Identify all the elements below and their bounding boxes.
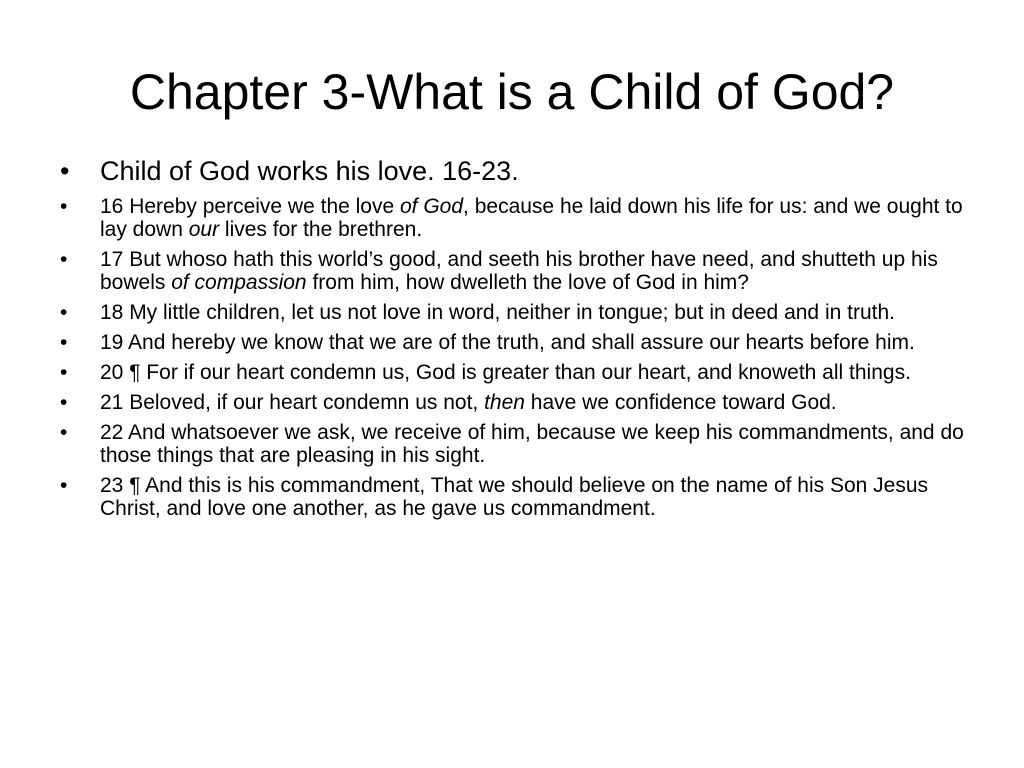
bullet-item — [60, 391, 965, 414]
bullet-icon: • — [60, 248, 68, 271]
bullet-icon: • — [60, 301, 68, 324]
bullet-item — [60, 331, 965, 354]
bullet-text: 18 My little children, let us not love in word, neither in tongue; but in deed and in truth. — [100, 301, 895, 324]
bullet-icon: • — [60, 474, 68, 497]
bullet-item — [60, 361, 965, 384]
bullet-item — [60, 301, 965, 324]
italic-text: then — [484, 391, 525, 414]
bullet-icon: • — [60, 391, 68, 414]
bullet-text: 21 Beloved, if our heart condemn us not, then have we confidence toward God. — [100, 391, 837, 414]
bullet-text: 20 ¶ For if our heart condemn us, God is greater than our heart, and knoweth all things. — [100, 361, 911, 384]
bullet-text: 22 And whatsoever we ask, we receive of him, because we keep his commandments, and do those things that are pleasing in his sight. — [100, 421, 964, 467]
bullet-icon: • — [60, 361, 68, 384]
italic-text: our — [188, 218, 220, 241]
bullet-icon: • — [60, 156, 70, 186]
bullet-text: 16 Hereby perceive we the love of God, because he laid down his life for us: and we ought to lay down our lives for the brethren. — [100, 195, 963, 241]
bullet-text: Child of God works his love. 16-23. — [100, 156, 519, 186]
bullet-item — [60, 421, 965, 467]
bullet-icon: • — [60, 195, 68, 218]
bullet-list — [60, 155, 965, 527]
slide-title: Chapter 3-What is a Child of God? — [129, 64, 895, 120]
bullet-item — [60, 195, 965, 241]
italic-text: of compassion — [171, 271, 307, 294]
bullet-item — [60, 155, 965, 187]
bullet-text: 17 But whoso hath this world’s good, and seeth his brother have need, and shutteth up his bowels of compassion from him, how dwelleth the love of God in him? — [100, 248, 938, 294]
bullet-item — [60, 474, 965, 520]
bullet-text: 23 ¶ And this is his commandment, That we should believe on the name of his Son Jesus Christ, and love one another, as he gave us commandment. — [100, 474, 929, 520]
bullet-text: 19 And hereby we know that we are of the truth, and shall assure our hearts before him. — [100, 331, 915, 354]
bullet-icon: • — [60, 421, 68, 444]
italic-text: of God — [400, 195, 464, 218]
bullet-icon: • — [60, 331, 68, 354]
bullet-item — [60, 248, 965, 294]
